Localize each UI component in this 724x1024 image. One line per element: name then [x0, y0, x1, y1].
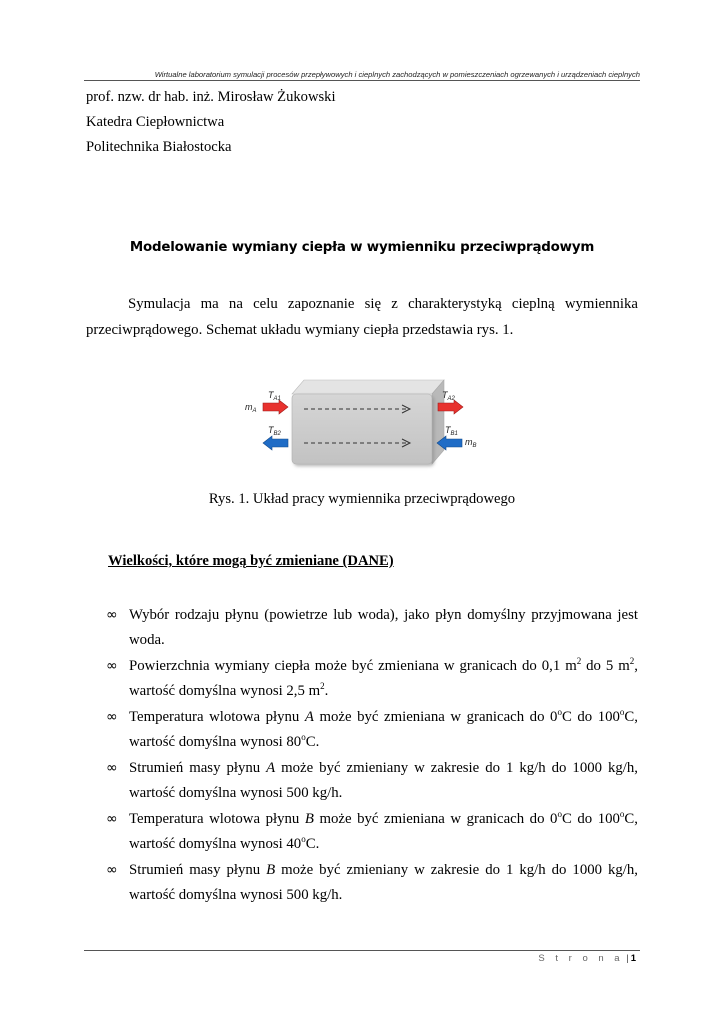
footer-divider	[84, 950, 640, 951]
bullet-icon: ∞	[106, 862, 118, 878]
page-label: S t r o n a	[538, 953, 624, 964]
label-mb: $m_B$	[465, 437, 477, 449]
page-separator: |	[626, 953, 629, 964]
inlet-a-arrow	[263, 400, 288, 414]
bullet-icon: ∞	[106, 709, 118, 725]
list-item: ∞ Strumień masy płynu A może być zmieniany w zakresie do 1 kg/h do 1000 kg/h, wartość domyślna wynosi 500 kg/h.	[106, 756, 638, 806]
bullet-icon: ∞	[106, 811, 118, 827]
author-university: Politechnika Białostocka	[86, 139, 232, 155]
bullet-icon: ∞	[106, 658, 118, 674]
exchanger-front-face	[292, 394, 432, 464]
list-item	[106, 603, 638, 653]
label-tb1: $T_{B1}$	[445, 425, 458, 437]
bullet-icon: ∞	[106, 760, 118, 776]
header-divider	[84, 80, 640, 81]
running-header: Wirtualne laboratorium symulacji procesów przepływowych i cieplnych zachodzących w pomieszczeniach ogrzewanych i urządzeniach cieplnych	[154, 70, 640, 79]
label-ta1: $T_{A1}$	[268, 390, 281, 402]
exchanger-top-face	[292, 380, 444, 394]
list-item: ∞ Strumień masy płynu B może być zmieniany w zakresie do 1 kg/h do 1000 kg/h, wartość domyślna wynosi 500 kg/h.	[106, 858, 638, 908]
author-name: prof. nzw. dr hab. inż. Mirosław Żukowski	[86, 89, 336, 105]
outlet-b-arrow	[263, 436, 288, 450]
author-department: Katedra Ciepłownictwa	[86, 114, 225, 130]
list-item: ∞ Powierzchnia wymiany ciepła może być zmieniana w granicach do 0,1 $m^2$ do 5 $m^2$, wartość domyślna wynosi 2,5 $m^2$.	[106, 654, 638, 704]
intro-paragraph: Symulacja ma na celu zapoznanie się z charakterystyką cieplną wymiennika przeciwprądowego. Schemat układu wymiany ciepła przedstawia rys. 1.	[86, 296, 638, 338]
heat-exchanger-diagram	[236, 372, 496, 472]
bullet-icon: ∞	[106, 607, 118, 623]
heat-exchanger-figure	[236, 372, 496, 472]
label-tb2: $T_{B2}$	[268, 425, 281, 437]
page-footer	[538, 953, 636, 964]
parameter-list	[106, 603, 638, 909]
item-text: Wybór rodzaju płynu (powietrze lub woda), jako płyn domyślny przyjmowana jest woda.	[129, 607, 638, 648]
section-heading: Wielkości, które mogą być zmieniane (DANE)	[108, 553, 394, 569]
page-number: 1	[630, 953, 636, 964]
list-item: ∞ Temperatura wlotowa płynu B może być zmieniana w granicach do 0$^o$C do 100$^o$C, wartość domyślna wynosi 40$^o$C.	[106, 807, 638, 857]
figure-caption: Rys. 1. Układ pracy wymiennika przeciwprądowego	[208, 491, 516, 507]
document-title: Modelowanie wymiany ciepła w wymienniku przeciwprądowym	[129, 240, 595, 255]
list-item: ∞ Temperatura wlotowa płynu A może być zmieniana w granicach do 0$^o$C do 100$^o$C, wartość domyślna wynosi 80$^o$C.	[106, 705, 638, 755]
label-ma: $m_A$	[245, 402, 257, 414]
label-ta2: $T_{A2}$	[442, 390, 455, 402]
